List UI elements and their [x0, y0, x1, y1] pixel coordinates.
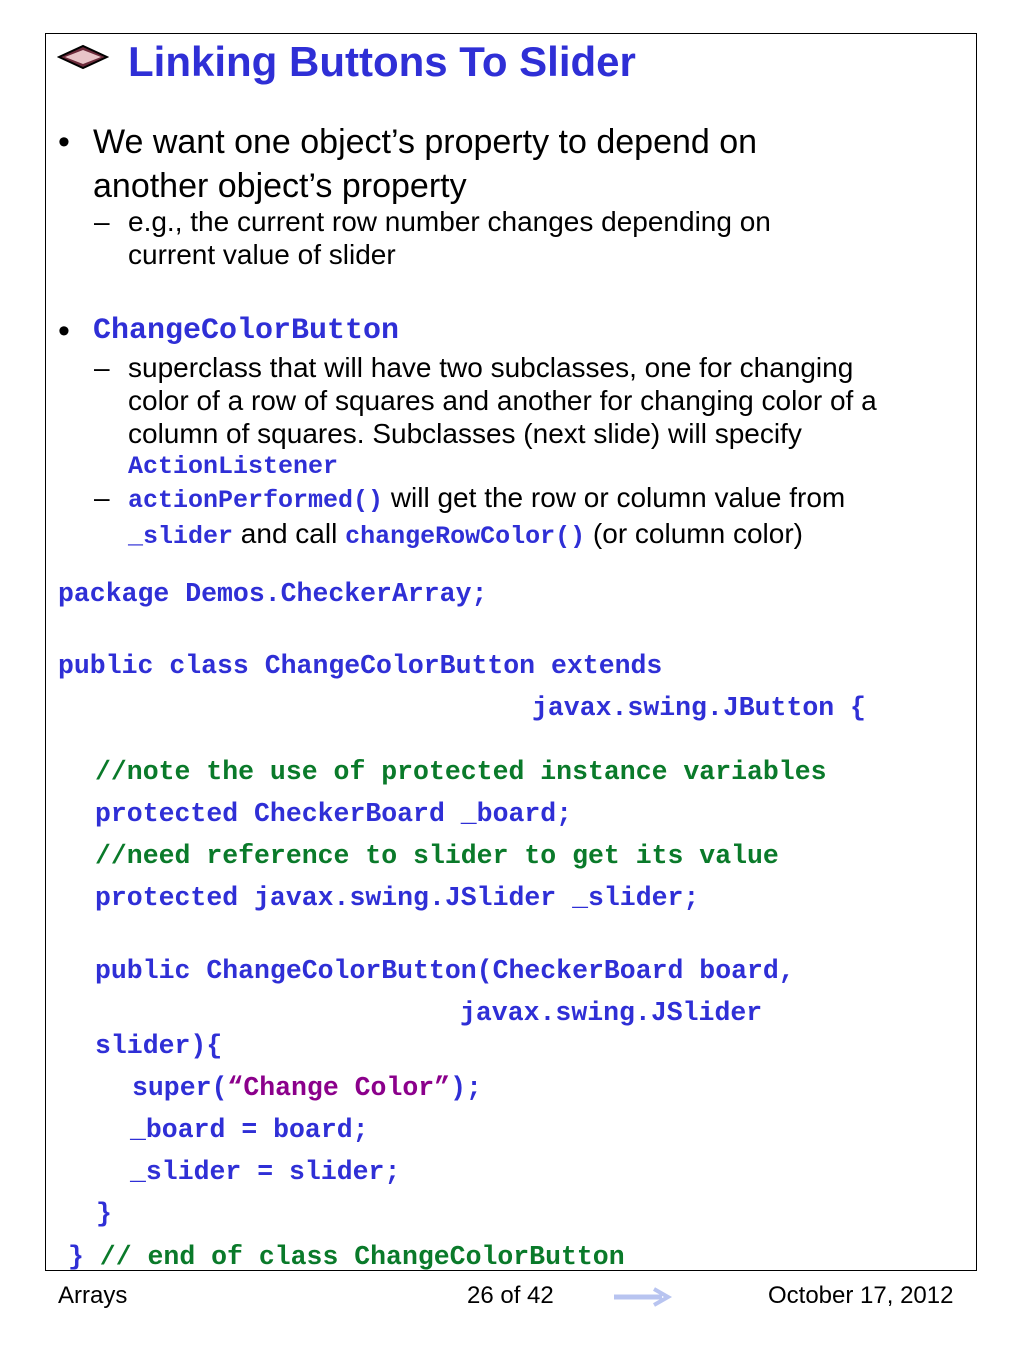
code-super-call: super(“Change Color”);: [132, 1073, 482, 1103]
sub-bullet-dash: –: [94, 352, 110, 383]
bullet-marker: •: [58, 123, 70, 161]
code-package: package Demos.CheckerArray;: [58, 579, 488, 609]
sub-bullet-dash: –: [94, 482, 110, 513]
slide-title: Linking Buttons To Slider: [128, 38, 636, 85]
code-class-extends: javax.swing.JButton {: [532, 693, 866, 723]
bullet-2-code: ChangeColorButton: [93, 314, 400, 348]
sub-bullet-2-text: superclass that will have two subclasses, one for changing color of a row of squares and another for changing color of a column of squares. Subclasses (next slide) will specify ActionListener: [128, 352, 877, 481]
bullet-marker: •: [58, 312, 70, 350]
code-constructor: public ChangeColorButton(CheckerBoard board,: [95, 956, 795, 986]
code-close-brace: }: [96, 1199, 112, 1229]
code-constructor-param: javax.swing.JSlider: [460, 998, 763, 1028]
sub-bullet-1-text: e.g., the current row number changes depending on current value of slider: [128, 206, 771, 270]
footer-section: Arrays: [58, 1282, 128, 1309]
code-constructor-param-end: slider){: [95, 1031, 223, 1061]
code-assign-slider: _slider = slider;: [130, 1157, 401, 1187]
footer-page-number: 26 of 42: [467, 1282, 554, 1309]
code-end-class: } // end of class ChangeColorButton: [68, 1242, 625, 1272]
footer-date: October 17, 2012: [768, 1282, 954, 1309]
code-comment: //note the use of protected instance variables: [95, 757, 827, 787]
sub-bullet-dash: –: [94, 206, 110, 237]
code-assign-board: _board = board;: [130, 1115, 369, 1145]
code-field-board: protected CheckerBoard _board;: [95, 799, 573, 829]
sub-bullet-3-text: actionPerformed() will get the row or column value from _slider and call changeRowColor() (or column color): [128, 482, 846, 551]
code-field-slider: protected javax.swing.JSlider _slider;: [95, 883, 700, 913]
bullet-1-text: We want one object’s property to depend on another object’s property: [93, 123, 758, 205]
diamond-bullet-icon: [57, 44, 109, 70]
code-class-declaration: public class ChangeColorButton extends: [58, 651, 663, 681]
next-arrow-icon[interactable]: [612, 1286, 674, 1308]
code-comment: //need reference to slider to get its value: [95, 841, 779, 871]
